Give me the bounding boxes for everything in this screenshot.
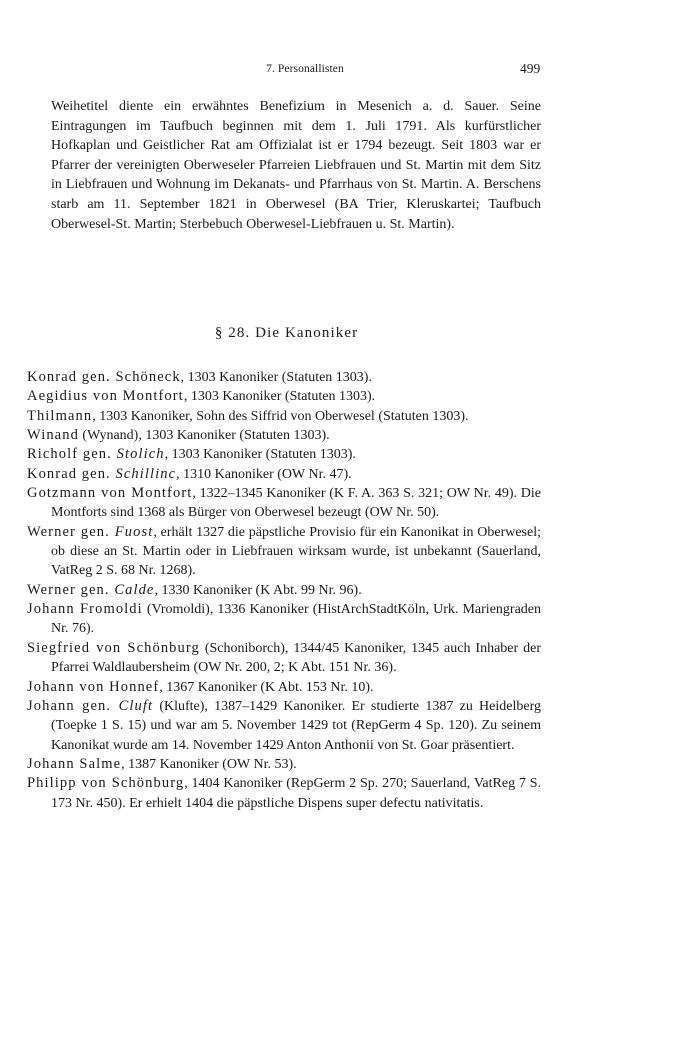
running-title: 7. Personallisten <box>266 63 344 75</box>
entry-name: Johann gen. <box>27 697 119 714</box>
list-item <box>27 678 541 697</box>
list-item <box>27 387 541 406</box>
intro-paragraph-block <box>51 97 541 234</box>
entry-text: , 1303 Kanoniker (Statuten 1303). <box>183 389 376 405</box>
list-item <box>27 407 541 426</box>
list-item <box>27 581 541 600</box>
entry-name: Winand <box>27 427 79 444</box>
intro-paragraph: Weihetitel diente ein erwähntes Benefizium in Mesenich a. d. Sauer. Seine Eintragungen im Taufbuch beginnen mit dem 1. Juli 1791. Als kurfürstlicher Hofkaplan und Geistlicher Rat am Offizialat ist er 1794 bezeugt. Seit 1803 war er Pfarrer der vereinigten Oberweseler Pfarreien Liebfrauen und St. Martin mit dem Sitz in Liebfrauen und Wohnung im Dekanats- und Pfarrhaus von St. Martin. A. Berschens starb am 11. September 1821 in Oberwesel (BA Trier, Kleruskartei; Taufbuch Oberwesel-St. Martin; Sterbebuch Oberwesel-Liebfrauen u. St. Martin). <box>51 99 541 232</box>
list-item <box>27 523 541 581</box>
list-item <box>27 600 541 639</box>
entry-name-italic: Fuost <box>114 523 154 540</box>
list-item <box>27 755 541 774</box>
entry-name: Werner gen. <box>27 581 115 598</box>
entry-name-italic: Schillinc <box>115 465 177 482</box>
entry-text: , 1367 Kanoniker (K Abt. 153 Nr. 10). <box>159 679 374 695</box>
entry-name: Konrad gen. <box>27 465 116 482</box>
entry-name: Thilmann <box>27 407 93 424</box>
entry-text: , 1310 Kanoniker (OW Nr. 47). <box>176 466 352 482</box>
entry-text: , 1404 Kanoniker (RepGerm 2 Sp. 270; Sauerland, VatReg 7 S. 173 Nr. 450). Er erhielt 1404 die päpstliche Dispens super defectu nativitatis. <box>51 776 541 811</box>
entry-name-italic: Calde <box>114 581 155 598</box>
canon-list <box>27 368 541 813</box>
entry-text: , 1322–1345 Kanoniker (K F. A. 363 S. 321; OW Nr. 49). Die Montforts sind 1368 als Bürger von Oberwesel bezeugt (OW Nr. 50). <box>51 486 541 521</box>
entry-name: Johann Salme <box>27 755 122 772</box>
entry-name-italic: Stolich <box>116 446 165 463</box>
page-number: 499 <box>520 61 541 76</box>
entry-text: , 1303 Kanoniker, Sohn des Siffrid von Oberwesel (Statuten 1303). <box>92 408 469 424</box>
entry-name: Philipp von Schönburg <box>27 775 185 792</box>
entry-text: (Wynand), 1303 Kanoniker (Statuten 1303). <box>78 428 330 444</box>
list-item <box>27 426 541 445</box>
entry-text: , 1303 Kanoniker (Statuten 1303). <box>164 447 356 463</box>
entry-name: Werner gen. <box>27 523 115 540</box>
entry-text: , 1330 Kanoniker (K Abt. 99 Nr. 96). <box>154 582 362 598</box>
entry-name: Gotzmann von Montfort <box>27 485 193 502</box>
entry-text: , 1303 Kanoniker (Statuten 1303). <box>180 370 372 385</box>
entry-text: (Vromoldi), 1336 Kanoniker (HistArchStadtKöln, Urk. Mariengraden Nr. 76). <box>51 602 541 637</box>
list-item <box>27 697 541 755</box>
entry-name: Richolf gen. <box>27 446 117 463</box>
entry-name: Aegidius von Montfort <box>27 388 184 405</box>
entry-name-italic: Cluft <box>118 697 154 714</box>
entry-name: Johann von Honnef <box>27 678 160 695</box>
entry-text: , erhält 1327 die päpstliche Provisio für ein Kanonikat in Oberwesel; ob diese an St. Martin oder in Liebfrauen wirksam wurde, ist unbekannt (Sauerland, VatReg 2 S. 68 Nr. 1268). <box>51 524 541 579</box>
section-heading: § 28. Die Kanoniker <box>214 325 359 341</box>
list-item <box>27 639 541 678</box>
entry-name: Johann Fromoldi <box>27 601 143 618</box>
entry-text: (Klufte), 1387–1429 Kanoniker. Er studierte 1387 zu Heidelberg (Toepke 1 S. 15) und war am 5. November 1429 tot (RepGerm 4 Sp. 120). Zu seinem Kanonikat wurde am 14. November 1429 Anton Anthonii von St. Goar präsentiert. <box>51 698 542 753</box>
entry-text: , 1387 Kanoniker (OW Nr. 53). <box>121 756 297 772</box>
list-item <box>27 774 541 813</box>
entry-name: Siegfried von Schönburg <box>27 639 200 656</box>
list-item <box>27 445 541 464</box>
entry-name: Konrad gen. Schöneck <box>27 369 181 385</box>
entry-text: (Schoniborch), 1344/45 Kanoniker, 1345 auch Inhaber der Pfarrei Waldlaubersheim (OW Nr. 200, 2; K Abt. 151 Nr. 36). <box>51 640 541 676</box>
list-item <box>27 465 541 484</box>
list-item <box>27 368 541 387</box>
list-item <box>27 484 541 523</box>
